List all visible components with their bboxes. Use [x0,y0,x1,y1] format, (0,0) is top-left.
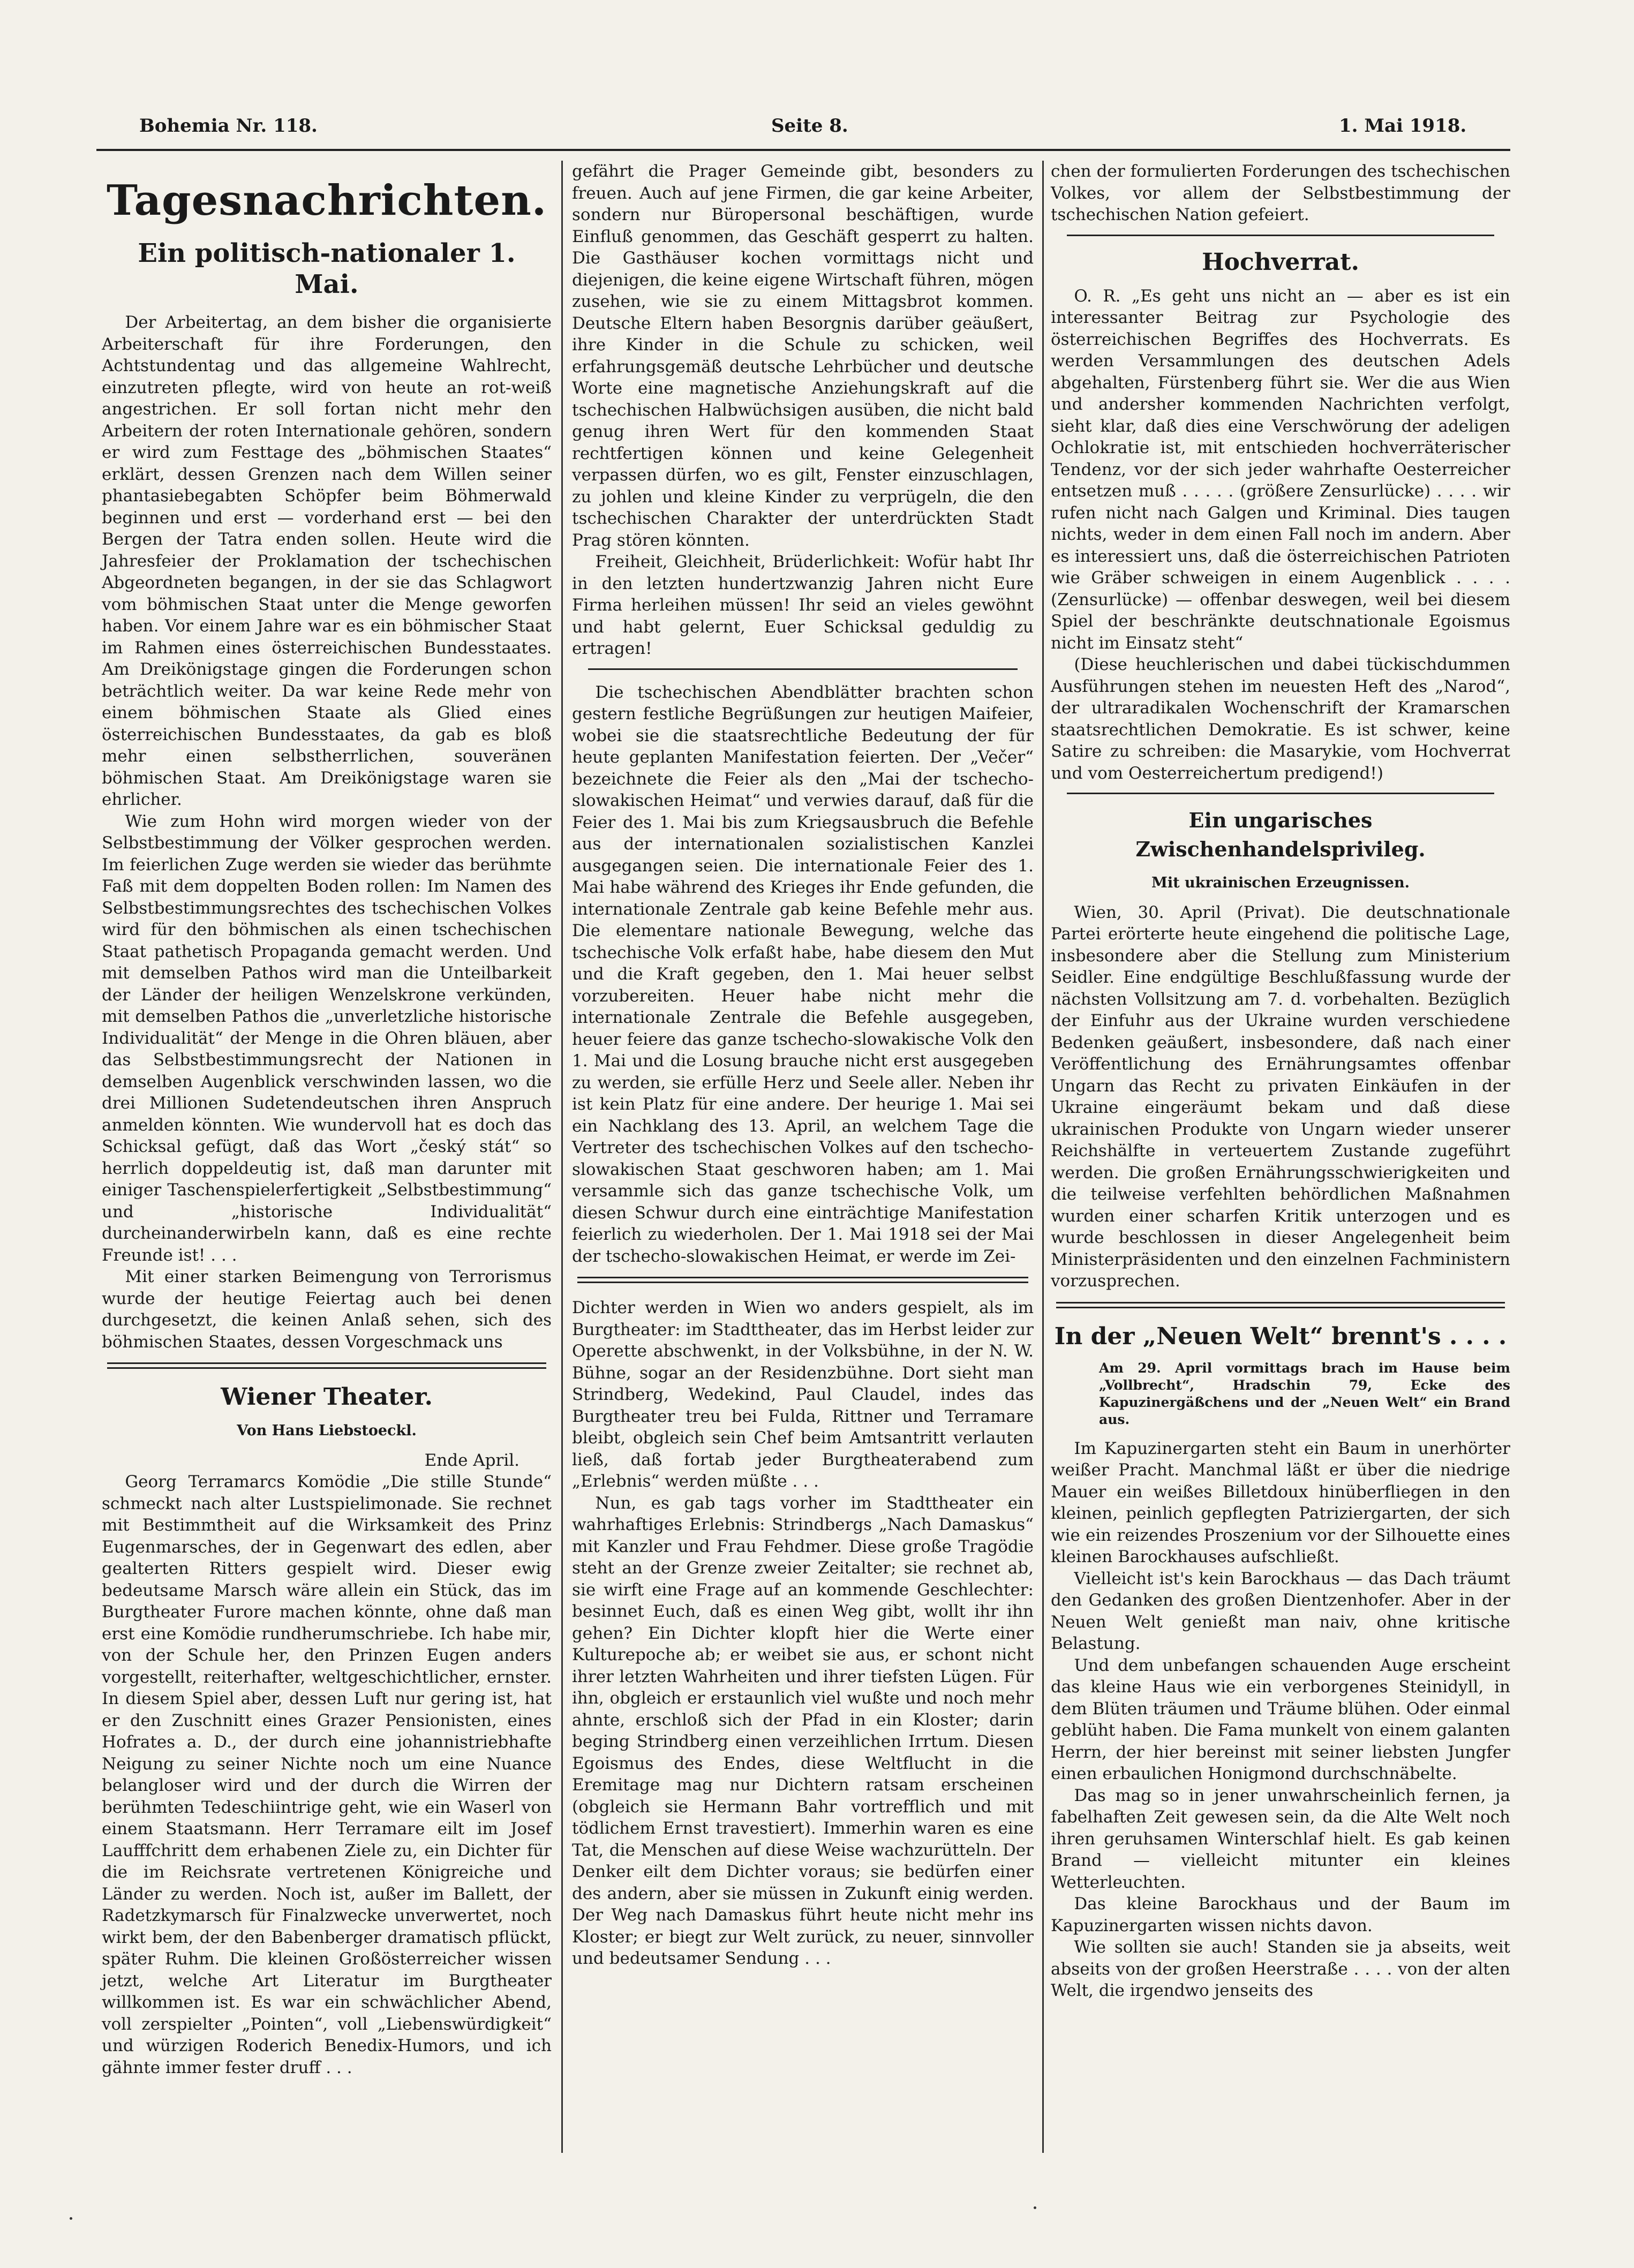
article-paragraph: Das mag so in jener unwahrscheinlich fernen, ja fabelhaften Zeit gewesen sein, da die Alte Welt noch ihren geruhsamen Winterschlaf hielt. Es gab keinen Brand — vielleicht mitunter ein kleines Wetterleuchten. [1051,1785,1510,1892]
section-title: Tagesnachrichten. [106,176,547,225]
header-date: 1. Mai 1918. [1339,115,1467,137]
article-paragraph: Der Arbeitertag, an dem bisher die organisierte Arbeiterschaft für ihre Forderungen, den Achtstundentag und das allgemeine Wahlrecht, einzutreten pflegte, wird von heute an rot-weiß angestrichen. Er soll fortan nicht mehr den Arbeitern der roten Internationale gehören, sondern er wird zum Festtage des „böhmischen Staates“ erklärt, dessen Grenzen nach dem Willen seiner phantasiebegabten Schöpfer beim Böhmerwald beginnen und erst — vorderhand erst — bei den Bergen der Tatra enden sollen. Heute wird die Jahresfeier der Proklamation der tschechischen Abgeordneten begangen, in der sie das Schlagwort vom böhmischen Staat unter die Menge geworfen haben. Vor einem Jahre war es ein böhmischer Staat im Rahmen eines österreichischen Bundesstaates. Am Dreikönigstage gingen die Forderungen schon beträchtlich weiter. Da war keine Rede mehr von einem böhmischen Staate als Glied eines österreichischen Bundesstaates, da gab es bloß mehr einen selbstherrlichen, souveränen böhmischen Staat. Am Dreikönigstage waren sie ehrlicher. [102,313,552,809]
print-speck [1034,2206,1036,2209]
article-paragraph: Wien, 30. April (Privat). Die deutschnationale Partei erörterte heute eingehend die politische Lage, insbesondere aber die Stellung zum Ministerium Seidler. Eine endgültige Beschlußfassung wurde der nächsten Vollsitzung am 7. d. vorbehalten. Bezüglich der Einfuhr aus der Ukraine wurden verschiedene Bedenken geäußert, insbesondere, daß nach einer Veröffentlichung des Ernährungsamtes offenbar Ungarn das Recht zu privaten Einkäufen in der Ukraine eingeräumt bekam und daß diese ukrainischen Produkte von Ungarn wieder unserer Reichshälfte in verteuertem Zustande zugeführt werden. Die großen Ernährungsschwierigkeiten und die teilweise verfehlten behördlichen Maßnahmen wurden einer scharfen Kritik unterzogen und es wurde beschlossen in dieser Angelegenheit beim Ministerpräsidenten und den einzelnen Fachministern vorzusprechen. [1051,902,1510,1291]
article-paragraph: Und dem unbefangen schauenden Auge erscheint das kleine Haus wie ein verborgenes Steinidyll, in dem Blüten träumen und Träume blühen. Oder einmal geblüht haben. Die Fama munkelt von einem galanten Herrn, der hier bereinst mit seiner liebsten Jungfer einen erbaulichen Honigmond durchschnäbelte. [1051,1655,1510,1783]
column-1 [102,171,552,2078]
section-divider [577,1277,1028,1283]
article-heading-zwischenhandelsprivileg: Ein ungarisches Zwischenhandelsprivileg. [1135,808,1426,861]
column-2 [572,161,1034,1970]
article-paragraph: gefährt die Prager Gemeinde gibt, besonders zu freuen. Auch auf jene Firmen, die gar keine Arbeiter, sondern nur Büropersonal beschäftigen, wurde Einfluß genommen, das Geschäft gesperrt zu halten. Die Gasthäuser kochen vormittags nicht und diejenigen, die keine eigene Wirtschaft führen, mögen zusehen, wie sie zu einem Mittagsbrot kommen. Deutsche Eltern haben Besorgnis darüber geäußert, ihre Kinder in die Schule zu schicken, weil erfahrungsgemäß deutsche Lehrbücher und deutsche Worte eine magnetische Anziehungskraft auf die tschechischen Halbwüchsigen ausüben, die nicht bald genug ihren Wert für den kommenden Staat rechtfertigen können und keine Gelegenheit verpassen dürfen, wo es gilt, Fenster einzuschlagen, zu johlen und kleine Kinder zu verprügeln, die den tschechischen Charakter der unterdrückten Stadt Prag stören könnten. [572,162,1034,550]
article-paragraph: Georg Terramarcs Komödie „Die stille Stunde“ schmeckt nach alter Lustspielimonade. Sie rechnet mit Bestimmtheit auf die Wirksamkeit des Prinz Eugenmarsches, der in Gegenwart des edlen, aber gealterten Ritters gespielt wird. Dieser ewig bedeutsame Marsch wäre allein ein Stück, das im Burgtheater Furore machen könnte, ohne daß man erst eine Komödie rundherumschriebe. Ich habe mir, von der Schule her, den Prinzen Eugen anders vorgestellt, reiterhafter, weltgeschichtlicher, ernster. In diesem Spiel aber, dessen Luft nur gering ist, hat er den Zuschnitt eines Grazer Pensionisten, eines Hofrates a. D., der durch eine johannistriebhafte Neigung zu seiner Nichte noch um eine Nuance belangloser wird und der durch die Wirren der berühmten Tedeschiintrige geht, wie ein Waserl von einem Staatsmann. Herr Terramare eilt im Josef Laufffchritt dem erhabenen Ziele zu, ein Dichter für die im Reichsrate vertretenen Königreiche und Länder zu werden. Noch ist, außer im Ballett, der Radetzkymarsch für Finalzwecke unverwertet, noch wirkt bem, der den Babenberger dramatisch pflückt, später Ruhm. Die kleinen Großösterreicher wissen jetzt, welche Art Literatur im Burgtheater willkommen ist. Es war ein schwächlicher Abend, voll zerspielter „Pointen“, voll „Liebenswürdigkeit“ und würzigen Roderich Benedix-Humors, und ich gähnte immer fester druff . . . [102,1472,552,2077]
article-paragraph: (Diese heuchlerischen und dabei tückischdummen Ausführungen stehen im neuesten Heft des „Narod“, der ultraradikalen Wochenschrift der Kramarschen staatsrechtlichen Demokratie. Es ist schwer, keine Satire zu schreiben: die Masarykie, vom Hochverrat und vom Oesterreichertum predigend!) [1051,655,1510,783]
section-divider [107,1362,546,1369]
article-paragraph: Freiheit, Gleichheit, Brüderlichkeit: Wofür habt Ihr in den letzten hundertzwanzig Jahren nicht Eure Firma herleihen müssen! Ihr seid an vieles gewöhnt und habt gelernt, Euer Schicksal geduldig zu ertragen! [572,552,1034,658]
section-divider [1067,235,1494,236]
article-paragraph: chen der formulierten Forderungen des tschechischen Volkes, vor allem der Selbstbestimmung der tschechischen Nation gefeiert. [1051,162,1510,224]
column-divider-1 [561,161,563,2153]
article-paragraph: Nun, es gab tags vorher im Stadttheater ein wahrhaftiges Erlebnis: Strindbergs „Nach Damaskus“ mit Kanzler und Frau Fehdmer. Diese große Tragödie steht an der Grenze zweier Zeitalter; sie rechnet ab, sie wirft eine Frage auf an kommende Geschlechter: besinnet Euch, daß es einen Weg gibt, wollt ihr ihn gehen? Ein Dichter klopft hier die Werte einer Kulturepoche ab; er weibet sie aus, er schont nicht ihrer letzten Wahrheiten und ihrer tiefsten Lügen. Für ihn, obgleich er erstaunlich viel wußte und noch mehr ahnte, erschloß sich der Pfad in ein Kloster; darin beging Strindberg einen verzeihlichen Irrtum. Diesen Egoismus des Endes, diese Weltflucht in die Eremitage mag nur Dichtern ratsam erscheinen (obgleich sie Hermann Bahr vortrefflich und mit tödlichem Ernst travestiert). Immerhin waren es eine Tat, die Menschen auf diese Weise wachzurütteln. Der Denker eilt dem Dichter voraus; sie bedürfen einer des andern, aber sie müssen in Zukunft einig werden. Der Weg nach Damaskus führt heute nicht mehr ins Kloster; er biegt zur Welt zurück, zu neuer, sinnvoller und bedeutsamer Sendung . . . [572,1493,1034,1968]
article-paragraph: Im Kapuzinergarten steht ein Baum in unerhörter weißer Pracht. Manchmal läßt er über die niedrige Mauer ein weißes Billetdoux hinüberfliegen in den kleinen, peinlich gepflegten Patriziergarten, der sich wie ein reizendes Proszenium vor der Silhouette eines kleinen Barockhauses aufschließt. [1051,1438,1510,1566]
article-paragraph: Wie sollten sie auch! Standen sie ja abseits, weit abseits von der großen Heerstraße . . . . von der alten Welt, die irgendwo jenseits des [1051,1938,1510,2000]
header-issue: Bohemia Nr. 118. [139,115,318,137]
page-header [139,115,1478,153]
section-divider [588,668,1018,670]
column-3 [1051,161,1510,2002]
article-paragraph: Die tschechischen Abendblätter brachten schon gestern festliche Begrüßungen zur heutigen Maifeier, wobei sie die staatsrechtliche Bedeutung der für heute geplanten Manifestation feierten. Der „Večer“ bezeichnete die Feier als den „Mai der tschecho-slowakischen Heimat“ und verwies darauf, daß für die Feier des 1. Mai bis zum Kriegsausbruch die Befehle aus der internationalen sozialistischen Kanzlei ausgegangen seien. Die internationale Feier des 1. Mai habe während des Krieges ihr Ende gefunden, die internationale Zentrale gab keine Befehle mehr aus. Die elementare nationale Bewegung, welche das tschechische Volk erfaßt habe, habe diesem den Mut und die Kraft gegeben, den 1. Mai heuer selbst vorzubereiten. Heuer habe nicht mehr die internationale Zentrale die Befehle ausgegeben, heuer feiere das ganze tschecho-slowakische Volk den 1. Mai und die Losung brauche nicht erst ausgegeben zu werden, sie erfülle Herz und Seele aller. Neben ihr ist kein Platz für eine andere. Der heurige 1. Mai sei ein Nachklang des 13. April, an welchem Tage die Vertreter des tschechischen Volkes auf den tschecho-slowakischen Staat geschworen haben; am 1. Mai versammle sich das ganze tschechische Volk, um diesen Schwur durch eine einträchtige Manifestation feierlich zu wiederholen. Der 1. Mai 1918 sei der Mai der tschecho-slowakischen Heimat, er werde im Zei- [572,682,1034,1266]
article-note: Am 29. April vormittags brach im Hause beim „Vollbrecht“, Hradschin 79, Ecke des Kapuzinergäßchens und der „Neuen Welt“ ein Brand aus. [1099,1360,1510,1427]
article-heading-neue-welt-brand: In der „Neuen Welt“ brennt's . . . . [1054,1322,1507,1350]
article-paragraph: Vielleicht ist's kein Barockhaus — das Dach träumt den Gedanken des großen Dientzenhofer. Aber in der Neuen Welt genießt man naiv, ohne kritische Belastung. [1051,1569,1510,1653]
article-subheading: Mit ukrainischen Erzeugnissen. [1151,875,1410,891]
section-divider [1056,1302,1505,1308]
article-paragraph: O. R. „Es geht uns nicht an — aber es ist ein interessanter Beitrag zur Psychologie des österreichischen Begriffes des Hochverrats. Es werden Versammlungen des deutschen Adels abgehalten, Fürstenberg führt sie. Wer die aus Wien und andersher kommenden Nachrichten verfolgt, sieht klar, daß dies eine Verschwörung der adeligen Ochlokratie ist, mit entschieden hochverräterischer Tendenz, vor der sich jeder wahrhafte Oesterreicher entsetzen muß . . . . . (größere Zensurlücke) . . . . wir rufen nicht nach Galgen und Kriminal. Dies taugen nichts, weder in dem einen Fall noch im andern. Aber es interessiert uns, daß die österreichischen Patrioten wie Gräber schweigen in einem Augenblick . . . . (Zensurlücke) — offenbar deswegen, weil bei diesem Spiel der beschränkte deutschnationale Egoismus nicht im Einsatz steht“ [1051,286,1510,653]
article-paragraph: Das kleine Barockhaus und der Baum im Kapuzinergarten wissen nichts davon. [1051,1894,1510,1935]
column-divider-2 [1042,161,1044,2153]
header-rule [96,149,1510,151]
article-heading-wiener-theater: Wiener Theater. [221,1383,433,1411]
article-heading-hochverrat: Hochverrat. [1202,248,1359,276]
article-paragraph: Mit einer starken Beimengung von Terrorismus wurde der heutige Feiertag auch bei denen durchgesetzt, die keinen Anlaß sehen, sich des böhmischen Staates, dessen Vorgeschmack uns [102,1267,552,1352]
article-byline: Von Hans Liebstoeckl. [237,1422,417,1439]
print-speck [70,2217,72,2220]
article-paragraph: Wie zum Hohn wird morgen wieder von der Selbstbestimmung der Völker gesprochen werden. Im feierlichen Zuge werden sie wieder das berühmte Faß mit dem doppelten Boden rollen: Im Namen des Selbstbestimmungsrechtes des tschechischen Volkes wird für den böhmischen als einen tschechischen Staat pathetisch Propaganda gemacht werden. Und mit demselben Pathos wird man die Unteilbarkeit der Länder der heiligen Wenzelskrone verkünden, mit demselben Pathos die „unverletzliche historische Individualität“ der Menge in die Ohren bläuen, aber das Selbstbestimmungsrecht der Nationen in demselben Augenblick verschwinden lassen, wo die drei Millionen Sudetendeutschen ihren Anspruch anmelden könnten. Wie wundervoll hat es doch das Schicksal gefügt, daß das Wort „český stát“ so herrlich doppeldeutig ist, daß man darunter mit einiger Taschenspielerfertigkeit „Selbstbestimmung“ und „historische Individualität“ durcheinanderwirbeln kann, daß es eine rechte Freunde ist! . . . [102,811,552,1265]
header-page-number: Seite 8. [771,115,848,137]
article-paragraph: Dichter werden in Wien wo anders gespielt, als im Burgtheater: im Stadttheater, das im Herbst leider zur Operette abschwenkt, in der Volksbühne, in der N. W. Bühne, sogar an der Residenzbühne. Dort sieht man Strindberg, Wedekind, Paul Claudel, indes das Burgtheater treu bei Fulda, Rittner und Terramare bleibt, obgleich sein Chef beim Amtsantritt verlauten ließ, daß fortab jeder Burgtheaterabend zum „Erlebnis“ werden müßte . . . [572,1298,1034,1491]
article-dateline: Ende April. [424,1450,519,1470]
section-divider [1067,793,1494,794]
article-heading-politisch-nationaler-mai: Ein politisch-nationaler 1. Mai. [138,238,516,299]
